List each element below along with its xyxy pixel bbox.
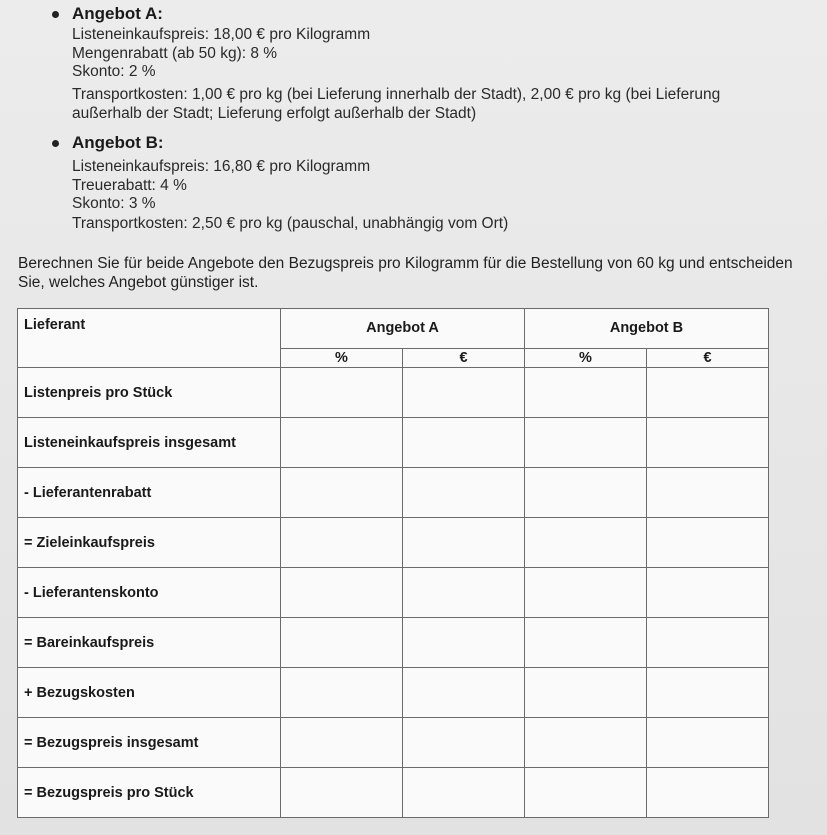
table-row <box>18 418 769 468</box>
table-subheader-percent-b: % <box>525 348 647 367</box>
table-cell[interactable] <box>281 618 403 668</box>
table-cell[interactable] <box>647 368 769 418</box>
offer-b-title: Angebot B: <box>72 133 164 152</box>
table-cell[interactable] <box>403 718 525 768</box>
table-cell[interactable] <box>647 468 769 518</box>
offer-b-line: Transportkosten: 2,50 € pro kg (pauschal, unabhängig vom Ort) <box>72 215 509 232</box>
table-cell[interactable] <box>525 518 647 568</box>
table-cell[interactable] <box>281 468 403 518</box>
table-cell[interactable] <box>403 368 525 418</box>
offer-b-line: Treuerabatt: 4 % <box>72 177 187 194</box>
table-subheader-percent-a: % <box>281 348 403 367</box>
table-row <box>18 768 769 818</box>
row-label: - Lieferantenskonto <box>18 568 281 618</box>
calculation-table <box>17 308 769 818</box>
table-cell[interactable] <box>403 468 525 518</box>
table-cell[interactable] <box>525 668 647 718</box>
row-label: - Lieferantenrabatt <box>18 468 281 518</box>
table-row <box>18 668 769 718</box>
offer-b-line: Skonto: 3 % <box>72 195 156 212</box>
table-cell[interactable] <box>403 418 525 468</box>
table-cell[interactable] <box>403 518 525 568</box>
bullet-icon <box>52 11 59 18</box>
offer-b-line: Listeneinkaufspreis: 16,80 € pro Kilogramm <box>72 158 371 175</box>
table-cell[interactable] <box>647 718 769 768</box>
table-cell[interactable] <box>525 418 647 468</box>
table-cell[interactable] <box>525 618 647 668</box>
table-cell[interactable] <box>281 668 403 718</box>
table-row <box>18 568 769 618</box>
offer-a-line: Skonto: 2 % <box>72 63 156 80</box>
table-cell[interactable] <box>525 368 647 418</box>
table-cell[interactable] <box>403 668 525 718</box>
table-header-offer-a: Angebot A <box>281 309 525 349</box>
row-label: = Bezugspreis pro Stück <box>18 768 281 818</box>
table-row <box>18 718 769 768</box>
table-cell[interactable] <box>403 568 525 618</box>
table-cell[interactable] <box>525 468 647 518</box>
table-cell[interactable] <box>281 768 403 818</box>
table-cell[interactable] <box>647 518 769 568</box>
table-cell[interactable] <box>647 618 769 668</box>
table-subheader-euro-a: € <box>403 348 525 367</box>
table-row <box>18 368 769 418</box>
table-header-offer-b: Angebot B <box>525 309 769 349</box>
table-row <box>18 468 769 518</box>
table-cell[interactable] <box>281 518 403 568</box>
offer-a-line: Listeneinkaufspreis: 18,00 € pro Kilogramm <box>72 26 371 43</box>
table-corner-label: Lieferant <box>18 309 281 368</box>
table-cell[interactable] <box>647 668 769 718</box>
table-cell[interactable] <box>525 768 647 818</box>
table-cell[interactable] <box>281 718 403 768</box>
row-label: Listenpreis pro Stück <box>18 368 281 418</box>
row-label: Listeneinkaufspreis insgesamt <box>18 418 281 468</box>
offer-a-line: Mengenrabatt (ab 50 kg): 8 % <box>72 45 278 62</box>
table-cell[interactable] <box>647 568 769 618</box>
table-cell[interactable] <box>281 568 403 618</box>
offer-a-title: Angebot A: <box>72 4 163 23</box>
offer-a-line: Transportkosten: 1,00 € pro kg (bei Lieferung innerhalb der Stadt), 2,00 € pro kg (bei Lieferung <box>72 86 721 103</box>
table-cell[interactable] <box>525 568 647 618</box>
table-cell[interactable] <box>403 618 525 668</box>
row-label: = Bareinkaufspreis <box>18 618 281 668</box>
table-cell[interactable] <box>403 768 525 818</box>
table-cell[interactable] <box>647 768 769 818</box>
table-cell[interactable] <box>281 368 403 418</box>
row-label: = Bezugspreis insgesamt <box>18 718 281 768</box>
offer-a-line: außerhalb der Stadt; Lieferung erfolgt außerhalb der Stadt) <box>72 105 477 122</box>
table-cell[interactable] <box>525 718 647 768</box>
table-row <box>18 618 769 668</box>
table-subheader-euro-b: € <box>647 348 769 367</box>
table-cell[interactable] <box>647 418 769 468</box>
row-label: = Zieleinkaufspreis <box>18 518 281 568</box>
table-cell[interactable] <box>281 418 403 468</box>
bullet-icon <box>52 140 59 147</box>
row-label: + Bezugskosten <box>18 668 281 718</box>
task-instructions: Berechnen Sie für beide Angebote den Bezugspreis pro Kilogramm für die Bestellung von 60 kg und entscheiden Sie, welches Angebot günstiger ist. <box>18 255 793 291</box>
table-row <box>18 518 769 568</box>
